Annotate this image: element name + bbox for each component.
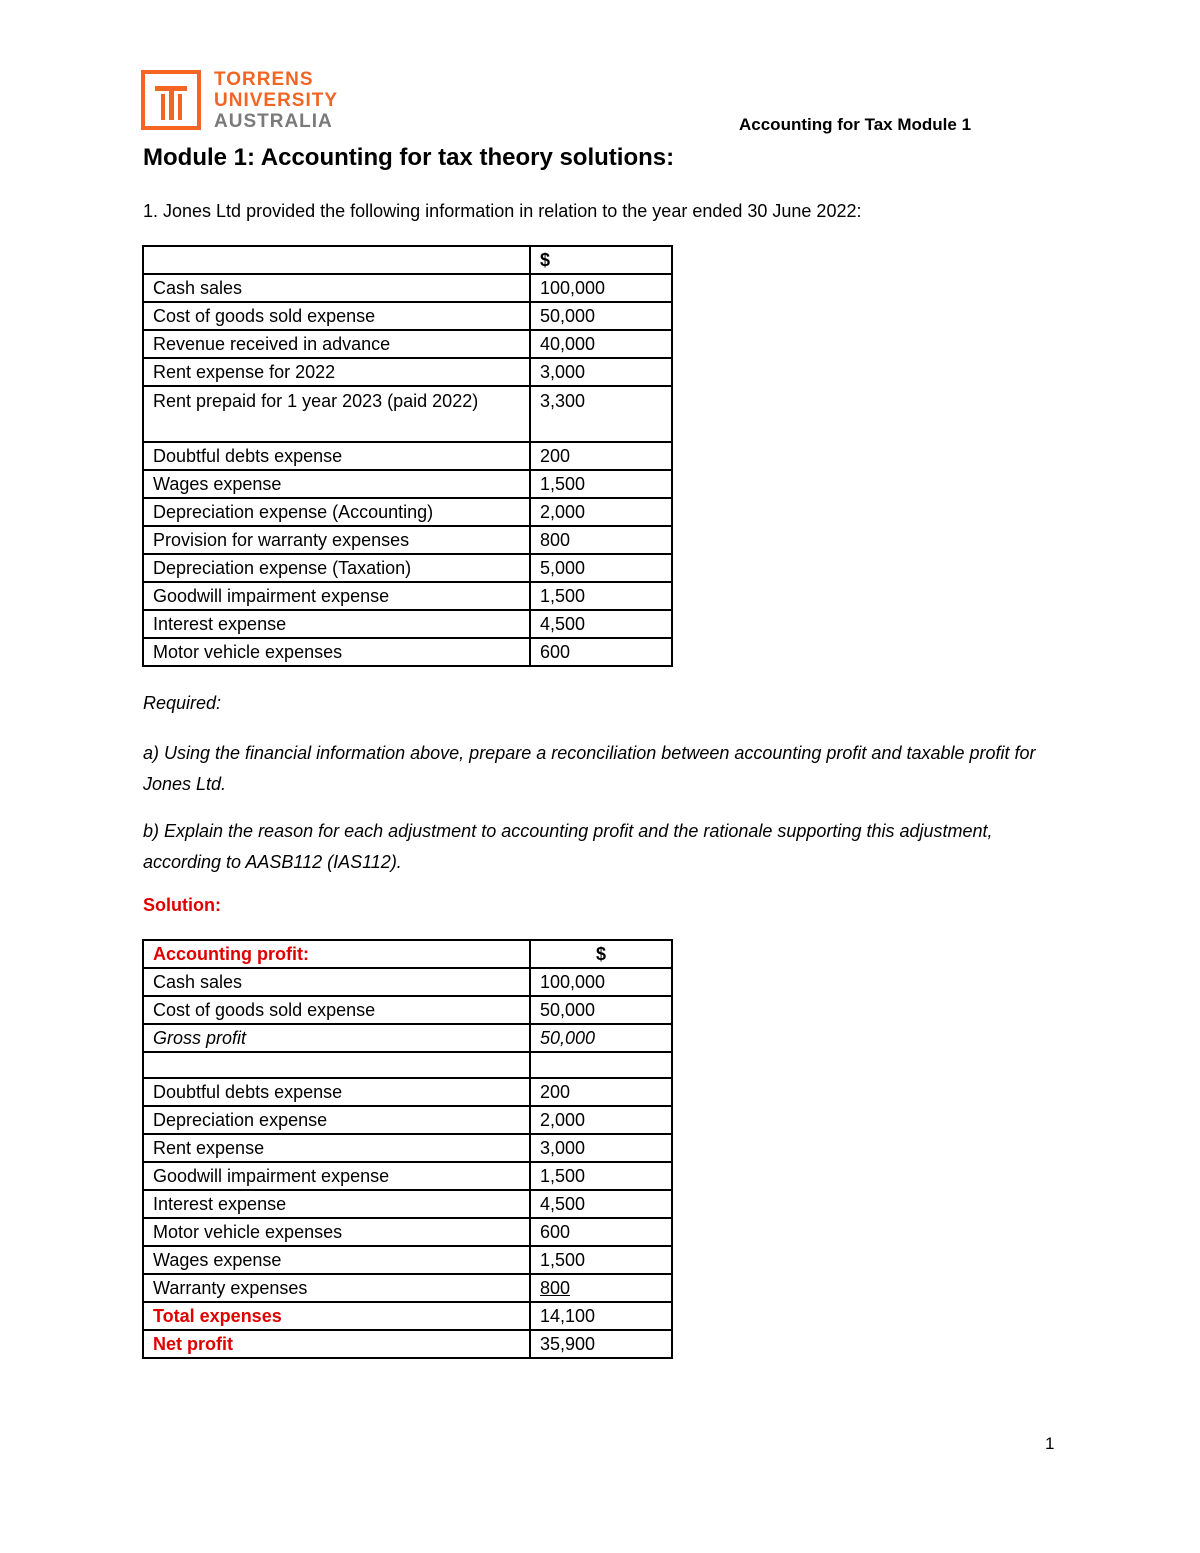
part-b-text: b) Explain the reason for each adjustment to accounting profit and the rationale supporting this adjustment, according to AASB112 (IAS112). — [143, 821, 993, 872]
table-row — [143, 470, 672, 498]
row-label: Motor vehicle expenses — [143, 638, 530, 666]
logo-mark-icon — [141, 70, 201, 130]
logo-line-2: UNIVERSITY — [214, 90, 339, 111]
header-cell-amount: $ — [530, 940, 672, 968]
row-amount: 1,500 — [530, 1246, 672, 1274]
row-label: Interest expense — [143, 610, 530, 638]
row-label: Revenue received in advance — [143, 330, 530, 358]
table-row — [143, 1024, 672, 1052]
table-row — [143, 274, 672, 302]
page-title: Module 1: Accounting for tax theory solutions: — [143, 144, 675, 171]
table-row — [143, 638, 672, 666]
table-row — [143, 498, 672, 526]
row-amount: 800 — [530, 526, 672, 554]
row-amount: 4,500 — [530, 1190, 672, 1218]
logo-line-3: AUSTRALIA — [214, 111, 333, 132]
table-row — [143, 996, 672, 1024]
information-table — [142, 245, 673, 667]
row-amount: 1,500 — [530, 1162, 672, 1190]
row-amount: 3,000 — [530, 1134, 672, 1162]
row-label: Provision for warranty expenses — [143, 526, 530, 554]
table-row — [143, 302, 672, 330]
table-row — [143, 358, 672, 386]
row-label: Cash sales — [143, 274, 530, 302]
table-row — [143, 1190, 672, 1218]
row-amount: 3,000 — [530, 358, 672, 386]
row-label: Warranty expenses — [143, 1274, 530, 1302]
row-label: Interest expense — [143, 1190, 530, 1218]
row-label: Total expenses — [143, 1302, 530, 1330]
total-expenses-row — [143, 1302, 672, 1330]
row-amount: 50,000 — [530, 302, 672, 330]
table-row — [143, 1218, 672, 1246]
table-row — [143, 1106, 672, 1134]
question-1: 1. Jones Ltd provided the following information in relation to the year ended 30 June 2022: — [143, 201, 862, 221]
row-label: Wages expense — [143, 1246, 530, 1274]
row-label: Goodwill impairment expense — [143, 1162, 530, 1190]
header-cell-amount: $ — [530, 246, 672, 274]
table-row — [143, 1134, 672, 1162]
row-label: Rent expense — [143, 1134, 530, 1162]
table-row — [143, 330, 672, 358]
header-cell-label: Accounting profit: — [143, 940, 530, 968]
page-number: 1 — [1045, 1434, 1055, 1453]
row-label: Net profit — [143, 1330, 530, 1358]
accounting-profit-table — [142, 939, 673, 1359]
row-amount: 1,500 — [530, 582, 672, 610]
row-label: Cost of goods sold expense — [143, 302, 530, 330]
row-amount: 50,000 — [530, 996, 672, 1024]
table-row — [143, 610, 672, 638]
table-row — [143, 1052, 672, 1078]
row-label: Motor vehicle expenses — [143, 1218, 530, 1246]
table-header-row — [143, 940, 672, 968]
row-label: Depreciation expense — [143, 1106, 530, 1134]
table-row — [143, 526, 672, 554]
net-profit-row — [143, 1330, 672, 1358]
row-amount: 5,000 — [530, 554, 672, 582]
row-label: Depreciation expense (Taxation) — [143, 554, 530, 582]
running-header: Accounting for Tax Module 1 — [739, 115, 972, 134]
table-row — [143, 1162, 672, 1190]
logo-line-1: TORRENS — [214, 69, 314, 90]
table-row — [143, 1274, 672, 1302]
row-label: Rent expense for 2022 — [143, 358, 530, 386]
row-amount: 200 — [530, 442, 672, 470]
row-amount: 50,000 — [530, 1024, 672, 1052]
row-amount: 40,000 — [530, 330, 672, 358]
required-label: Required: — [143, 693, 222, 713]
row-amount: 4,500 — [530, 610, 672, 638]
row-label: Goodwill impairment expense — [143, 582, 530, 610]
table-row — [143, 1246, 672, 1274]
row-amount: 1,500 — [530, 470, 672, 498]
row-label: Doubtful debts expense — [143, 442, 530, 470]
table-row — [143, 386, 672, 442]
row-label: Doubtful debts expense — [143, 1078, 530, 1106]
row-amount: 200 — [530, 1078, 672, 1106]
table-row — [143, 582, 672, 610]
row-label: Depreciation expense (Accounting) — [143, 498, 530, 526]
row-label: Wages expense — [143, 470, 530, 498]
university-logo — [141, 70, 371, 132]
row-amount — [530, 1052, 672, 1078]
row-amount: 2,000 — [530, 498, 672, 526]
table-row — [143, 442, 672, 470]
row-amount: 100,000 — [530, 274, 672, 302]
row-label: Rent prepaid for 1 year 2023 (paid 2022) — [143, 386, 530, 442]
row-amount: 800 — [540, 1278, 571, 1298]
row-label — [143, 1052, 530, 1078]
row-label: Gross profit — [143, 1024, 530, 1052]
row-amount: 600 — [530, 638, 672, 666]
row-amount: 600 — [530, 1218, 672, 1246]
row-amount: 35,900 — [530, 1330, 672, 1358]
row-label: Cash sales — [143, 968, 530, 996]
row-amount: 100,000 — [530, 968, 672, 996]
table-row — [143, 968, 672, 996]
table-header-row — [143, 246, 672, 274]
row-amount: 3,300 — [530, 386, 672, 442]
solution-label: Solution: — [143, 895, 221, 915]
row-amount: 14,100 — [530, 1302, 672, 1330]
row-amount: 2,000 — [530, 1106, 672, 1134]
header-cell-label — [143, 246, 530, 274]
table-row — [143, 554, 672, 582]
part-a-text: a) Using the financial information above, prepare a reconciliation between accounting profit and taxable profit for Jones Ltd. — [143, 743, 1036, 794]
table-row — [143, 1078, 672, 1106]
row-label: Cost of goods sold expense — [143, 996, 530, 1024]
